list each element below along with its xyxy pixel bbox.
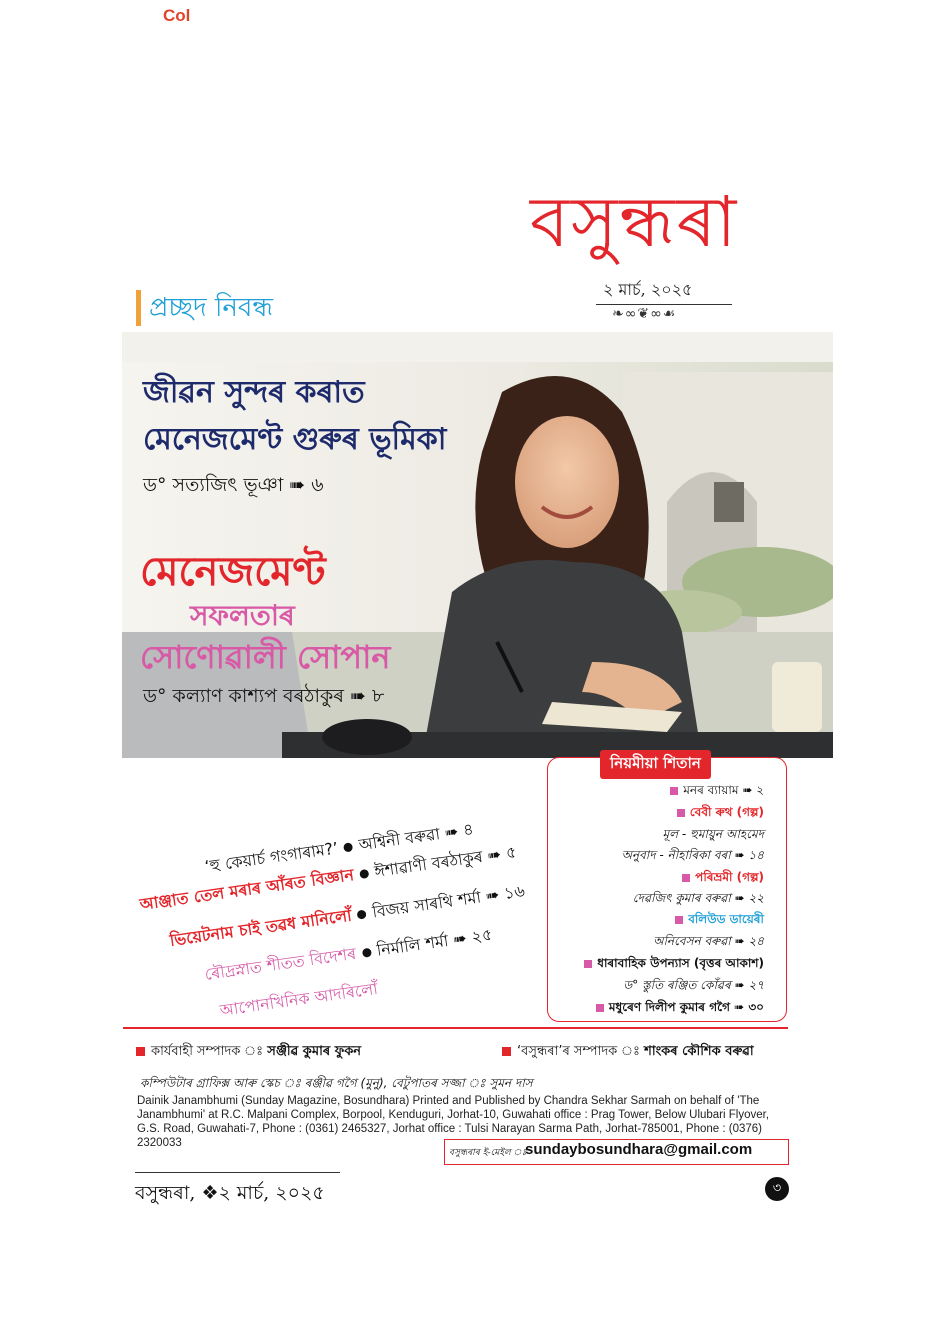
regular-item[interactable] xyxy=(584,955,764,975)
regular-columns-title: নিয়মীয়া শিতান xyxy=(600,750,711,779)
bullet-square-icon xyxy=(670,787,678,795)
regular-item[interactable] xyxy=(677,804,764,824)
toc-author: নিৰ্মালি শৰ্মা ➠ ২৫ xyxy=(375,924,494,960)
divider-rule xyxy=(123,1027,788,1029)
regular-item-text: বেবী ৰুথ (গল্প) xyxy=(689,805,764,819)
toc-title: আঞ্জাত তেল মৰাৰ আঁৰত বিজ্ঞান xyxy=(138,865,355,914)
regular-item[interactable] xyxy=(596,999,764,1019)
toc-author: অশ্বিনী বৰুৱা ➠ ৪ xyxy=(357,819,475,855)
bullet-icon xyxy=(361,948,371,958)
cover-author-2: ড° কল্যাণ কাশ্যপ বৰঠাকুৰ ➠ ৮ xyxy=(143,685,385,707)
bullet-square-icon xyxy=(677,809,685,817)
contents-list xyxy=(120,800,540,1020)
regular-item-text: ধাৰাবাহিক উপন্যাস (বৃত্তৰ আকাশ) xyxy=(597,956,764,970)
regular-item-subtext: অনুবাদ - নীহাৰিকা বৰা ➠ ১৪ xyxy=(621,848,764,862)
toc-author: বিজয় সাৰথি শৰ্মা ➠ ১৬ xyxy=(370,881,527,922)
footer-rule xyxy=(135,1172,340,1173)
square-icon xyxy=(502,1047,511,1056)
email-link[interactable]: sundaybosundhara@gmail.com xyxy=(525,1141,753,1158)
bullet-square-icon xyxy=(584,960,592,968)
executive-editor xyxy=(136,1042,361,1063)
regular-item-text: মনৰ ব্যায়াম ➠ ২ xyxy=(683,783,764,797)
cover-headline-2-line-3: সোণোৱালী সোপান xyxy=(140,638,391,676)
executive-editor-name: সঞ্জীৱ কুমাৰ ফুকন xyxy=(267,1044,362,1059)
regular-item-subtext: মূল - হুমায়ুন আহমেদ xyxy=(662,827,764,841)
bullet-square-icon xyxy=(596,1004,604,1012)
toc-title: ভিয়েটনাম চাই তৱধ মানিলোঁ xyxy=(168,905,353,950)
bullet-icon xyxy=(343,842,353,852)
cover-headline-2-line-1: মেনেজমেণ্ট xyxy=(140,549,326,595)
toc-author: ঈশাৱাণী বৰঠাকুৰ ➠ ৫ xyxy=(373,842,518,881)
regular-item-subtext: অনিবেসন বৰুৱা ➠ ২৪ xyxy=(653,934,764,948)
regular-item[interactable] xyxy=(682,869,764,889)
toc-title: আপোনখিনিক আদৰিলোঁ xyxy=(218,978,379,1020)
regular-item[interactable] xyxy=(675,911,764,931)
cover-headline-1-line-1: জীৱন সুন্দৰ কৰাত xyxy=(143,375,365,410)
imprint-text: Dainik Janambhumi (Sunday Magazine, Bosundhara) Printed and Published by Chandra Sekhar Sarmah on behalf of 'The Janambhumi' at R.C. Malpani Complex, Borpool, Kenduguri, Jorhat-10, Guwahati office : Prag Tower, Below Ulubari Flyover, G.S. Road, Guwahati-7, Phone : (0361) 2465327, Jorhat office : Tulsi Narayan Sarma Path, Jorhat-785001, Phone : (0376) 2320033 xyxy=(137,1095,770,1149)
bullet-icon xyxy=(357,909,367,919)
date-rule xyxy=(596,304,732,305)
editor xyxy=(502,1042,754,1063)
footer-brand-date: বসুন্ধৰা, ❖২ মাৰ্চ, ২০২৫ xyxy=(135,1182,325,1204)
regular-item-subtext: ড° স্তুতি ৰঞ্জিত কোঁৱৰ ➠ ২৭ xyxy=(623,978,764,992)
regular-columns-box xyxy=(547,757,787,1022)
flourish-ornament: ❧∞❦∞☙ xyxy=(612,306,677,322)
cover-author-1: ড° সত্যজিৎ ভূঞা ➠ ৬ xyxy=(143,474,324,496)
executive-editor-label: কাৰ্যবাহী সম্পাদক ঃ xyxy=(151,1044,264,1059)
cover-headline-1-line-2: মেনেজমেণ্ট গুৰুৰ ভূমিকা xyxy=(143,422,447,457)
graphics-credits: কম্পিউটাৰ গ্ৰাফিক্স আৰু স্কেচ ঃ ৰঞ্জীৱ গগৈ (মুনু), বেটুপাতৰ সজ্জা ঃ সুমন দাস xyxy=(140,1076,533,1090)
toc-title: ‘হু কেয়াৰ্চ গংগাৰাম?’ xyxy=(203,838,340,876)
regular-item-text: বলিউড ডায়েৰী xyxy=(688,912,764,926)
bullet-square-icon xyxy=(682,874,690,882)
page-number: ৩ xyxy=(765,1177,789,1201)
issue-date: ২ মাৰ্চ, ২০২৫ xyxy=(603,280,693,299)
bullet-icon xyxy=(359,869,369,879)
regular-item-text: পৰিভ্ৰমী (গল্প) xyxy=(695,870,764,884)
bullet-square-icon xyxy=(675,916,683,924)
col-tag: Col xyxy=(163,6,191,25)
cover-story-label: প্ৰচ্ছদ নিবন্ধ xyxy=(136,290,273,326)
cover-headline-2-line-2: সফলতাৰ xyxy=(190,599,295,632)
regular-item-subtext: দেৱজিৎ কুমাৰ বৰুৱা ➠ ২২ xyxy=(632,891,764,905)
editor-name: শাংকৰ কৌশিক বৰুৱা xyxy=(644,1044,754,1059)
email-label: বসুন্ধৰাৰ ই-মেইল ঃ xyxy=(449,1148,527,1158)
square-icon xyxy=(136,1047,145,1056)
masthead-logo: বসুন্ধৰা xyxy=(530,181,739,263)
toc-title: ৰৌদ্ৰস্নাত শীতত বিদেশৰ xyxy=(203,943,358,984)
regular-item[interactable] xyxy=(670,782,764,802)
editor-label: ‘বসুন্ধৰা’ৰ সম্পাদক ঃ xyxy=(517,1044,640,1059)
regular-item-text: মধুৰেণ দিলীপ কুমাৰ গগৈ ➠ ৩০ xyxy=(608,1000,764,1014)
